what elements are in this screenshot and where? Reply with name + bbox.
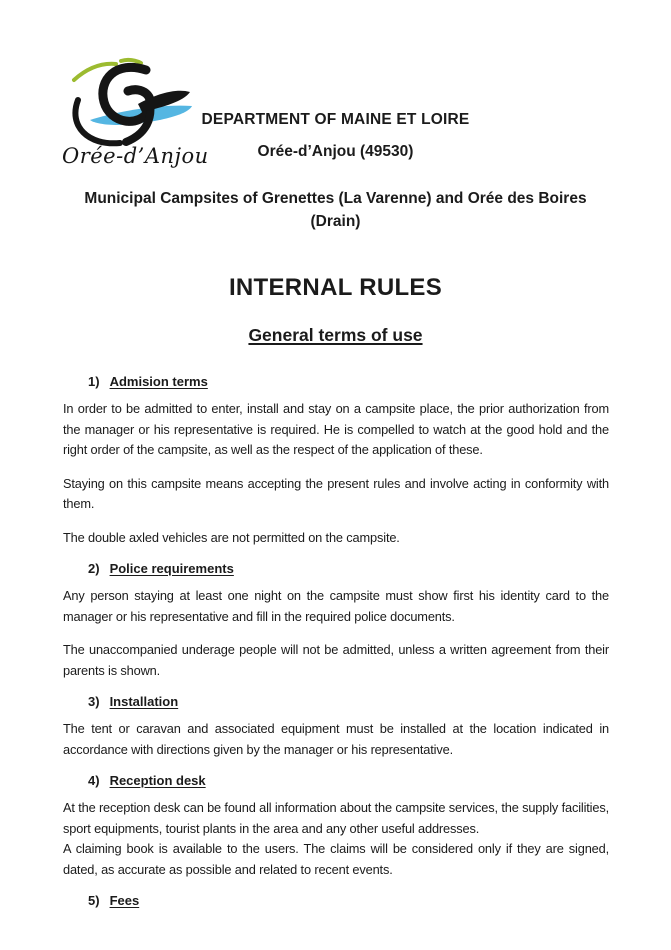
oree-danjou-logo	[62, 56, 208, 168]
paragraph: The tent or caravan and associated equipment must be installed at the location indicated in accordance with directions given by the manager or his representative.	[63, 721, 609, 757]
section-title: Reception desk	[109, 773, 206, 788]
logo-mark-icon	[64, 56, 206, 148]
paragraph: At the reception desk can be found all information about the campsite services, the supply facilities, sport equipments, tourist plants in the area and any other useful addresses.	[63, 800, 609, 836]
paragraph: In order to be admitted to enter, install and stay on a campsite place, the prior authorization from the manager or his representative is required. He is compelled to watch at the good hold and the right order of the campsite, as well as the respect of the application of these.	[63, 401, 609, 457]
section-number: 3)	[88, 694, 100, 709]
department-line: DEPARTMENT OF MAINE ET LOIRE	[201, 111, 470, 128]
section-heading-police-requirements	[88, 561, 609, 576]
paragraph: Any person staying at least one night on the campsite must show first his identity card to the manager or his representative and fill in the required police documents.	[63, 588, 609, 624]
page-subtitle: General terms of use	[248, 325, 423, 345]
paragraph: Staying on this campsite means accepting the present rules and involve acting in conformity with them.	[63, 475, 609, 511]
section-number: 4)	[88, 773, 100, 788]
section-heading-fees	[88, 893, 609, 908]
paragraph: A claiming book is available to the users. The claims will be considered only if they are signed, dated, as accurate as possible and related to recent events.	[63, 841, 609, 877]
section-title: Fees	[109, 893, 140, 908]
commune-line: Orée-d’Anjou (49530)	[257, 143, 414, 160]
section-title: Police requirements	[109, 561, 234, 576]
section-title: Admision terms	[109, 374, 208, 389]
paragraph: The double axled vehicles are not permitted on the campsite.	[63, 529, 400, 545]
section-number: 1)	[88, 374, 100, 389]
logo-wordmark: Orée-d’Anjou	[62, 144, 209, 168]
document-body	[63, 374, 609, 908]
section-number: 5)	[88, 893, 100, 908]
campsites-line: Municipal Campsites of Grenettes (La Varenne) and Orée des Boires (Drain)	[84, 190, 587, 230]
section-title: Installation	[109, 694, 179, 709]
section-heading-installation	[88, 694, 609, 709]
page-title: INTERNAL RULES	[228, 274, 443, 301]
section-heading-reception-desk	[88, 773, 609, 788]
paragraph: The unaccompanied underage people will not be admitted, unless a written agreement from their parents is shown.	[63, 642, 609, 678]
section-heading-admision-terms	[88, 374, 609, 389]
section-number: 2)	[88, 561, 100, 576]
